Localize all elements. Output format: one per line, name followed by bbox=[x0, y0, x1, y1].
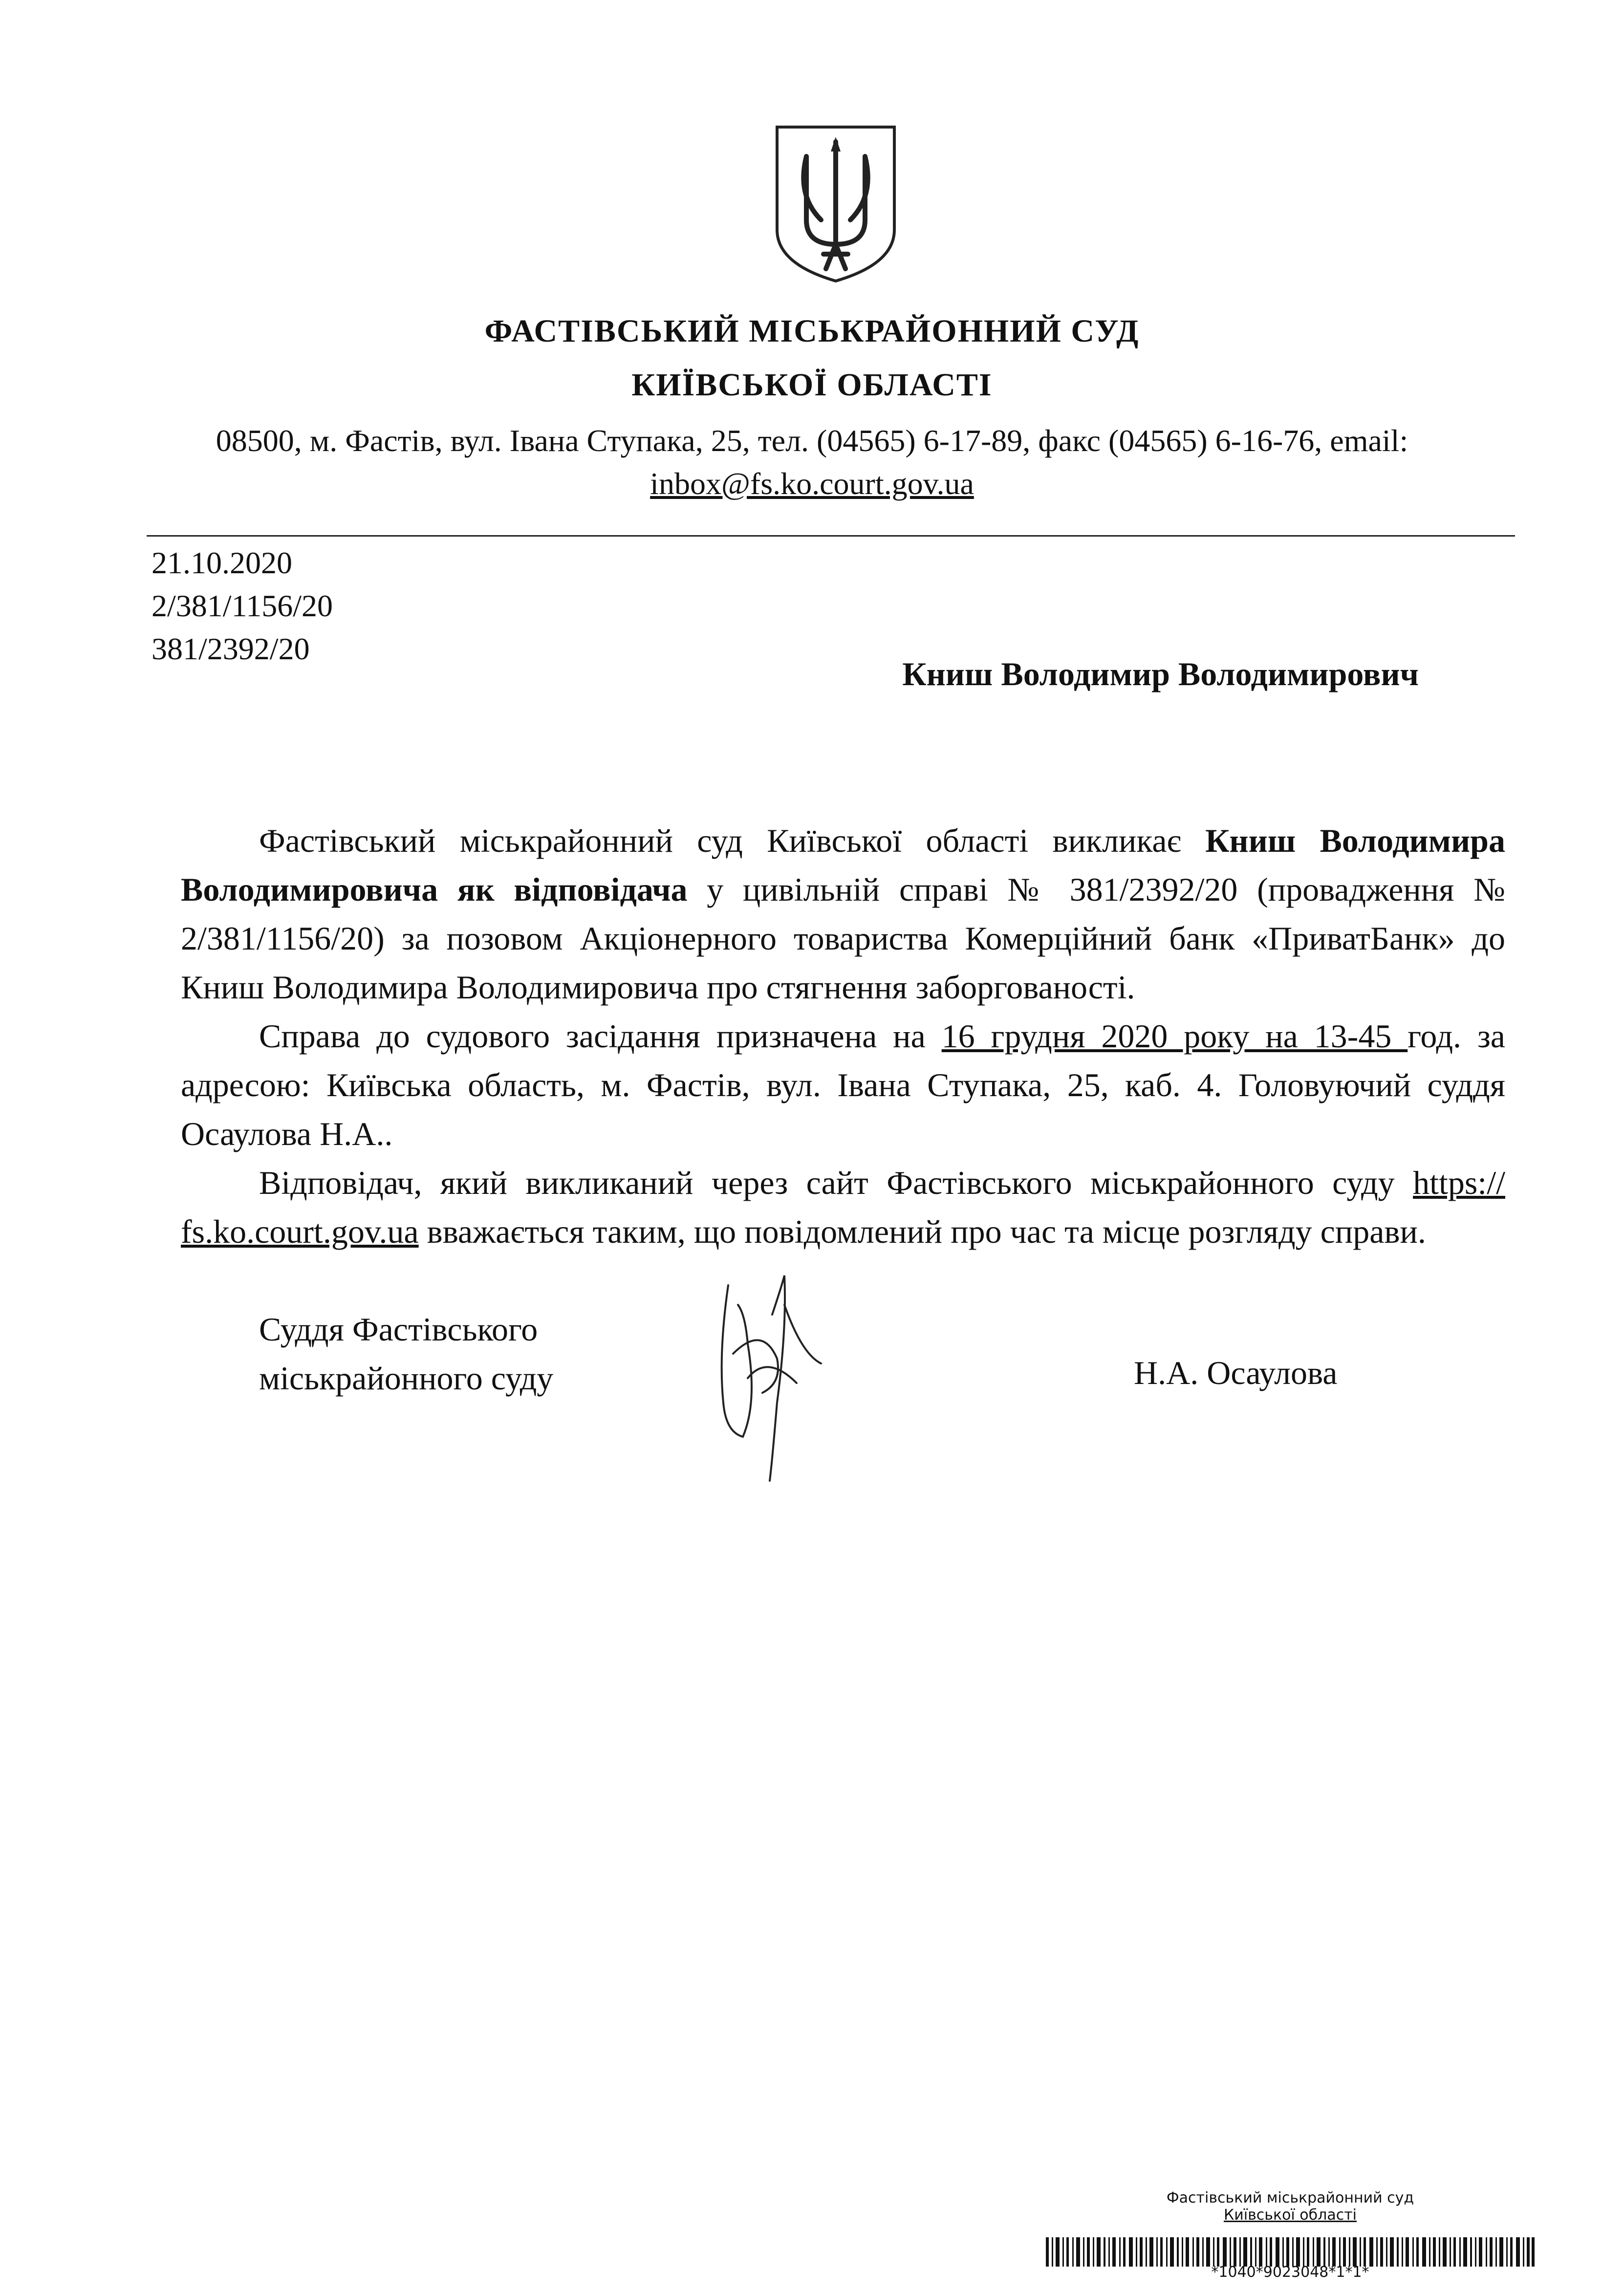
p1-defendant: Книш Володимира Володимировича як відповідача bbox=[181, 822, 1505, 908]
paragraph-summons bbox=[181, 816, 1505, 1012]
court-name-line1: ФАСТІВСЬКИЙ МІСЬКРАЙОННИЙ СУД bbox=[484, 313, 1140, 349]
p2-text: Справа до судового засідання призначена на bbox=[259, 1017, 942, 1055]
address-text: 08500, м. Фастів, вул. Івана Ступака, 25, тел. (04565) 6-17-89, факс (04565) 6-16-76, email: bbox=[216, 423, 1408, 458]
stamp-line2: Київської області bbox=[1223, 2206, 1357, 2224]
stamp-line1: Фастівський міськрайонний суд bbox=[1166, 2189, 1414, 2206]
judge-title-line1: Суддя Фастівського bbox=[259, 1311, 538, 1348]
document-date: 21.10.2020 bbox=[152, 545, 292, 580]
court-address bbox=[147, 419, 1477, 505]
case-number: 381/2392/20 bbox=[152, 631, 310, 666]
barcode-number: *1040*9023048*1*1* bbox=[1211, 2264, 1369, 2281]
barcode bbox=[1046, 2237, 1535, 2267]
p3-text-rest: вважається таким, що повідомлений про час та місце розгляду справи. bbox=[418, 1213, 1426, 1250]
court-website-link[interactable]: https:// fs.ko.court.gov.ua bbox=[181, 1164, 1505, 1250]
handwritten-signature bbox=[699, 1256, 826, 1491]
p3-text: Відповідач, який викликаний через сайт Фастівського міськрайонного суду bbox=[259, 1164, 1413, 1201]
trident-icon bbox=[772, 122, 899, 283]
p1-text-rest: у цивільній справі № 381/2392/20 (провадження № 2/381/1156/20) за позовом Акціонерного товариства Комерційний банк «ПриватБанк» до Книш Володимира Володимировича про стягнення заборгованості. bbox=[181, 871, 1505, 1006]
p2-text-rest: год. за адресою: Київська область, м. Фастів, вул. Івана Ступака, 25, каб. 4. Головуючий суддя Осаулова Н.А.. bbox=[181, 1017, 1505, 1152]
document-meta bbox=[152, 541, 333, 670]
proceeding-number: 2/381/1156/20 bbox=[152, 588, 333, 623]
judge-title bbox=[259, 1305, 553, 1403]
hearing-datetime: 16 грудня 2020 року на 13-45 bbox=[941, 1017, 1408, 1055]
p1-text: Фастівський міськрайонний суд Київської області викликає bbox=[259, 822, 1206, 859]
addressee-name: Книш Володимир Володимирович bbox=[902, 655, 1419, 692]
header-divider bbox=[147, 535, 1515, 537]
paragraph-notice bbox=[181, 1158, 1505, 1256]
paragraph-hearing bbox=[181, 1012, 1505, 1158]
judge-name: Н.А. Осаулова bbox=[1134, 1354, 1338, 1391]
court-name-line2: КИЇВСЬКОЇ ОБЛАСТІ bbox=[631, 367, 993, 403]
email-link[interactable]: inbox@fs.ko.court.gov.ua bbox=[650, 466, 974, 501]
registry-stamp bbox=[1046, 2189, 1535, 2224]
judge-title-line2: міськрайонного суду bbox=[259, 1360, 554, 1397]
summons-body bbox=[181, 816, 1505, 1256]
